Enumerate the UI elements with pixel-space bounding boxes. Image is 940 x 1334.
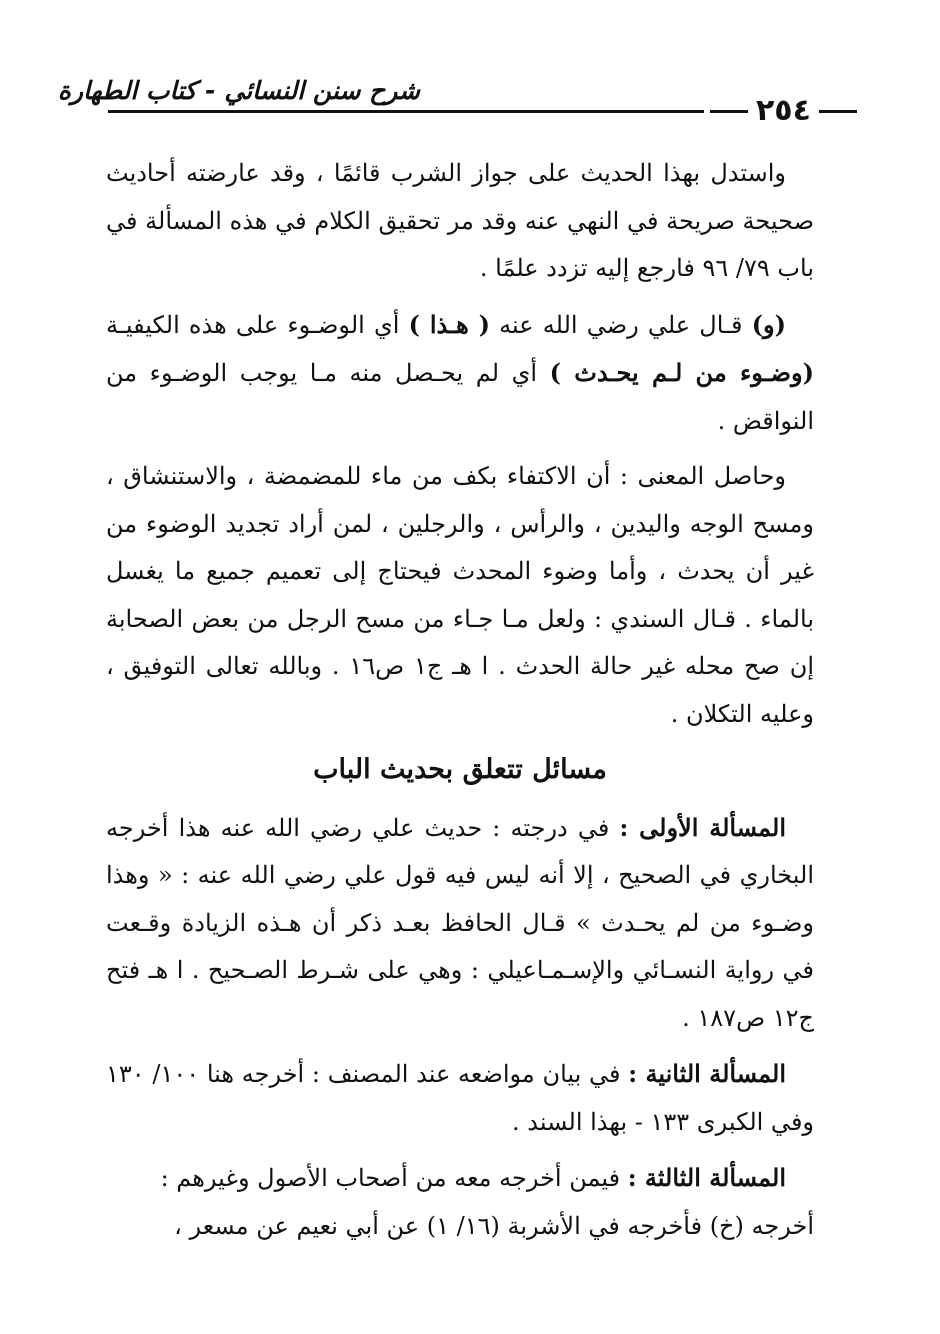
paragraph-2-text-a: قـال علي رضي الله عنه — [490, 310, 752, 339]
quote-wa: (و) — [751, 309, 786, 339]
page-number-dash-right — [819, 110, 857, 113]
masala-3-text: فيمن أخرجه معه من أصحاب الأصول وغيرهم : — [160, 1164, 628, 1192]
paragraph-2-text-c: أي لم يحـصل منه مـا يوجب الوضـوء من النواقض . — [106, 359, 814, 435]
paragraph-3: وحاصل المعنى : أن الاكتفاء بكف من ماء للمضمضة ، والاستنشاق ، ومسح الوجه واليدين ، والرأس ، والرجلين ، لمن أراد تجديد الوضوء من غير أن يحدث ، وأما وضوء المحدث فيحتاج إلى تعميم جميع ما يغسل بالماء . قـال السندي : ولعل مـا جـاء من مسح الرجل من بعض الصحابة إن صح محله غير حالة الحدث . ا هـ ج١ ص١٦ . وبالله تعالى التوفيق ، وعليه التكلان . — [106, 462, 814, 728]
quote-hadha: ( هـذا ) — [408, 309, 491, 339]
section-heading: مسائل تتعلق بحديث الباب — [313, 754, 607, 785]
page-number: ٢٥٤ — [756, 93, 811, 128]
masala-1 — [106, 804, 814, 1043]
header-rule — [108, 110, 704, 113]
masala-3-line-2: أخرجه (خ) فأخرجه في الأشربة (١٦/ ١) عن أبي نعيم عن مسعر ، — [174, 1211, 814, 1240]
body-text — [106, 150, 814, 1258]
masala-2-text: في بيان مواضعه عند المصنف : أخرجه هنا ١٠٠/ ١٣٠ وفي الكبرى ١٣٣ - بهذا السند . — [106, 1060, 814, 1136]
masala-1-label: المسألة الأولى : — [619, 812, 786, 842]
running-title: شرح سنن النسائي - كتاب الطهارة — [57, 76, 420, 105]
masala-2-label: المسألة الثانية : — [628, 1059, 787, 1088]
quote-wudu: (وضـوء من لـم يحـدث ) — [549, 358, 815, 387]
paragraph-2-text-b: أي الوضـوء على هذه الكيفيـة — [106, 310, 409, 339]
masala-1-text: في درجته : حديث علي رضي الله عنه هذا أخرجه البخاري في الصحيح ، إلا أنه ليس فيه قول علي رضي الله عنه : « وهذا وضـوء من لم يحـدث » قـال الحافظ بعـد ذكر أن هـذه الزيادة وقـعت في رواية النسـائي والإسـمـاعيلي : وهي على شـرط الصـحيح . ا هـ فتح ج١٢ ص١٨٧ . — [106, 813, 815, 1032]
masala-3 — [106, 1154, 814, 1203]
page-number-block — [710, 93, 857, 128]
masala-3-label: المسألة الثالثة : — [627, 1163, 786, 1192]
page-number-dash-left — [710, 110, 748, 113]
paragraph-2 — [106, 301, 814, 446]
masala-2 — [106, 1050, 814, 1146]
paragraph-1: واستدل بهذا الحديث على جواز الشرب قائمًا ، وقد عارضته أحاديث صحيحة صريحة في النهي عنه وقد مر تحقيق الكلام في هذه المسألة في باب ٧٩/ ٩٦ فارجع إليه تزدد علمًا . — [106, 159, 814, 282]
